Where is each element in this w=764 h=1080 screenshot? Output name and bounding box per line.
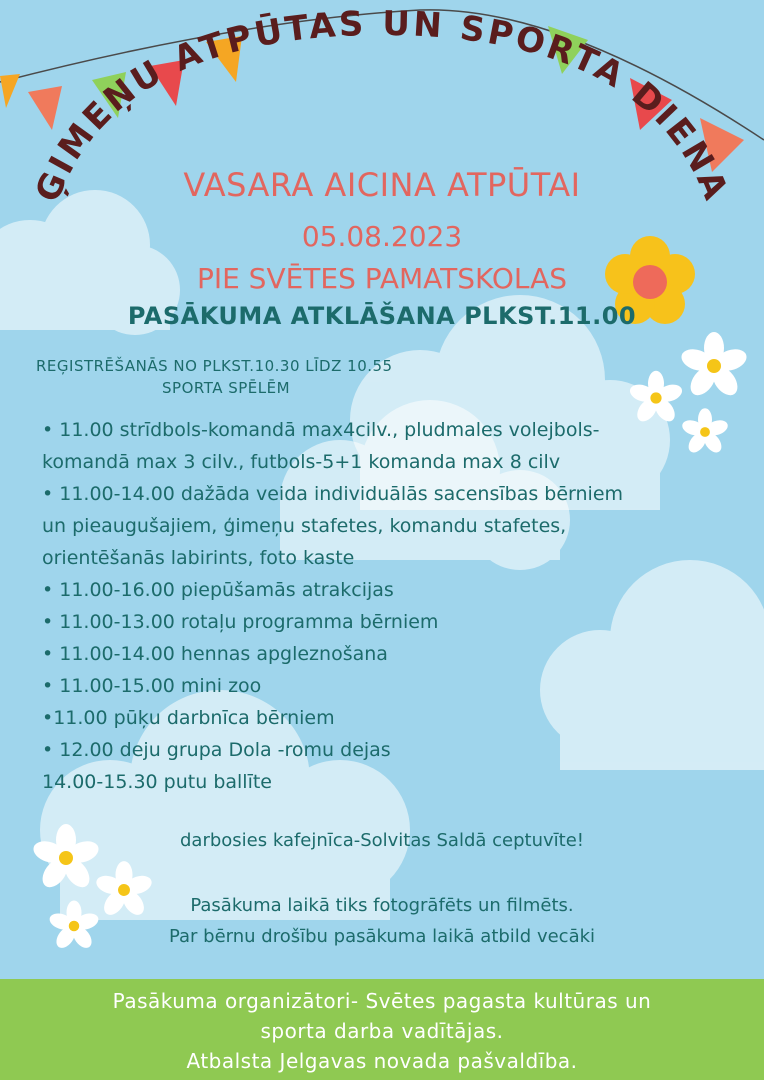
footer-organizers: Pasākuma organizātori- Svētes pagasta kultūras un	[112, 989, 652, 1013]
footer-banner	[0, 979, 764, 1080]
photo-note: Pasākuma laikā tiks fotogrāfēts un filmēts.	[190, 895, 574, 916]
schedule-line: • 11.00-13.00 rotaļu programma bērniem	[42, 611, 439, 633]
venue: PIE SVĒTES PAMATSKOLAS	[196, 262, 568, 295]
schedule-list	[42, 414, 732, 798]
registration-subline: SPORTA SPĒLĒM	[162, 379, 291, 397]
safety-note: Par bērnu drošību pasākuma laikā atbild vecāki	[168, 926, 596, 947]
schedule-line: • 11.00 strīdbols-komandā max4cilv., pludmales volejbols-	[42, 419, 600, 441]
schedule-line: • 11.00-16.00 piepūšamās atrakcijas	[42, 579, 394, 601]
headline: VASARA AICINA ATPŪTAI	[183, 166, 581, 204]
schedule-line: •11.00 pūķu darbnīca bērniem	[42, 707, 335, 729]
arc-title-wrap	[0, 0, 764, 300]
schedule-line: • 11.00-14.00 dažāda veida individuālās sacensības bērniem	[42, 483, 624, 505]
footer-support: Atbalsta Jelgavas novada pašvaldība.	[186, 1049, 578, 1073]
schedule-line: orientēšanās labirints, foto kaste	[42, 547, 355, 569]
registration-info	[36, 355, 496, 399]
registration-line: REĢISTRĒŠANĀS NO PLKST.10.30 LĪDZ 10.55	[36, 357, 393, 375]
schedule-line: • 11.00-14.00 hennas apgleznošana	[42, 643, 388, 665]
schedule-line: • 12.00 deju grupa Dola -romu dejas	[42, 739, 391, 761]
opening-time: PASĀKUMA ATKLĀŠANA PLKST.11.00	[127, 302, 637, 330]
schedule-line: komandā max 3 cilv., futbols-5+1 komanda max 8 cilv	[42, 451, 561, 473]
daisy-icon	[679, 332, 750, 400]
cafe-note: darbosies kafejnīca-Solvitas Saldā ceptuvīte!	[179, 830, 584, 851]
event-date: 05.08.2023	[301, 220, 463, 253]
schedule-line: un pieaugušajiem, ģimeņu stafetes, komandu stafetes,	[42, 515, 567, 537]
footer-organizers-cont: sporta darba vadītājas.	[260, 1019, 504, 1043]
arc-title: ĢIMEŅU ATPŪTAS UN SPORTA DIENA	[27, 3, 737, 208]
schedule-line: 14.00-15.30 putu ballīte	[42, 771, 272, 793]
schedule-line: • 11.00-15.00 mini zoo	[42, 675, 262, 697]
